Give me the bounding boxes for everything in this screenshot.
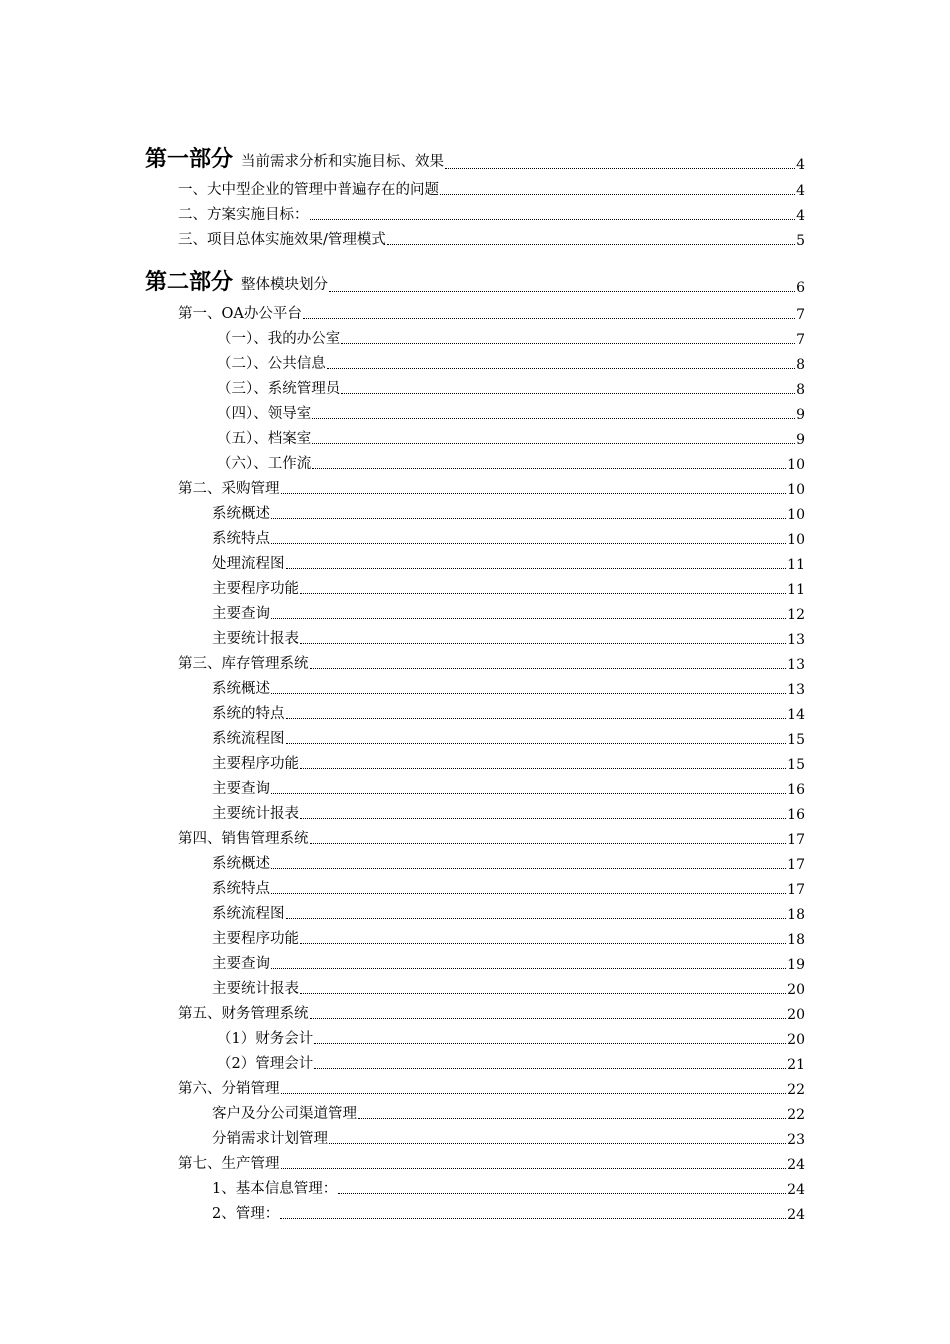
- toc-page-number: 18: [787, 932, 805, 948]
- toc-entry[interactable]: [178, 477, 805, 498]
- toc-page-number: 4: [796, 208, 805, 224]
- toc-entry-title: 系统概述: [212, 681, 270, 697]
- toc-entry[interactable]: [212, 1177, 805, 1198]
- toc-dot-leader: [300, 818, 786, 819]
- toc-page-number: 6: [796, 280, 805, 296]
- toc-entry[interactable]: [178, 1152, 805, 1173]
- toc-entry[interactable]: [212, 527, 805, 548]
- toc-page-number: 23: [787, 1132, 805, 1148]
- toc-entry[interactable]: [212, 952, 805, 973]
- toc-dot-leader: [312, 418, 795, 419]
- toc-dot-leader: [300, 993, 786, 994]
- toc-page-number: 4: [796, 183, 805, 199]
- toc-entry-title: 第一、OA办公平台: [178, 306, 302, 322]
- toc-dot-leader: [300, 768, 786, 769]
- toc-entry-title: 分销需求计划管理: [212, 1131, 328, 1147]
- toc-page-number: 20: [787, 982, 805, 998]
- toc-entry-title: 2、管理：: [212, 1206, 280, 1222]
- toc-entry[interactable]: [212, 602, 805, 623]
- toc-dot-leader: [271, 793, 786, 794]
- toc-part-number: 第一部分: [145, 147, 234, 172]
- toc-page-number: 24: [787, 1207, 805, 1223]
- toc-dot-leader: [271, 968, 786, 969]
- toc-page-number: 8: [796, 382, 805, 398]
- toc-page-number: 22: [787, 1107, 805, 1123]
- toc-entry[interactable]: [178, 827, 805, 848]
- toc-dot-leader: [341, 343, 795, 344]
- toc-entry[interactable]: [212, 877, 805, 898]
- toc-dot-leader: [281, 1093, 787, 1094]
- toc-entry-title: （二）、公共信息: [217, 356, 326, 372]
- toc-page-number: 17: [787, 832, 805, 848]
- toc-dot-leader: [281, 493, 787, 494]
- toc-page-number: 22: [787, 1082, 805, 1098]
- toc-entry[interactable]: [212, 802, 805, 823]
- toc-dot-leader: [271, 893, 786, 894]
- toc-part-subtitle: 当前需求分析和实施目标、效果: [241, 154, 445, 170]
- toc-page-number: 15: [787, 732, 805, 748]
- toc-dot-leader: [327, 368, 795, 369]
- toc-entry[interactable]: [217, 327, 805, 348]
- toc-entry[interactable]: [178, 203, 805, 224]
- toc-entry[interactable]: [212, 702, 805, 723]
- toc-dot-leader: [300, 643, 786, 644]
- toc-entry[interactable]: [212, 552, 805, 573]
- toc-entry[interactable]: [212, 902, 805, 923]
- toc-entry-title: 主要查询: [212, 956, 270, 972]
- toc-entry-title: 第七、生产管理: [178, 1156, 280, 1172]
- toc-entry-title: （1）财务会计: [217, 1031, 314, 1047]
- toc-dot-leader: [286, 918, 787, 919]
- toc-dot-leader: [303, 318, 795, 319]
- toc-entry[interactable]: [217, 402, 805, 423]
- toc-part-entry[interactable]: [145, 265, 805, 296]
- toc-dot-leader: [286, 743, 787, 744]
- toc-entry-title: 第五、财务管理系统: [178, 1006, 309, 1022]
- toc-part-entry[interactable]: [145, 142, 805, 173]
- toc-dot-leader: [271, 693, 786, 694]
- toc-entry[interactable]: [178, 1002, 805, 1023]
- toc-dot-leader: [286, 718, 787, 719]
- toc-dot-leader: [271, 543, 786, 544]
- toc-entry-title: 主要程序功能: [212, 756, 299, 772]
- toc-entry[interactable]: [212, 752, 805, 773]
- toc-dot-leader: [300, 593, 786, 594]
- toc-entry-title: 主要查询: [212, 606, 270, 622]
- toc-part-subtitle: 整体模块划分: [241, 277, 329, 293]
- toc-page-number: 18: [787, 907, 805, 923]
- toc-dot-leader: [271, 518, 786, 519]
- toc-page-number: 10: [787, 507, 805, 523]
- toc-page-number: 11: [787, 582, 805, 598]
- toc-dot-leader: [300, 943, 786, 944]
- toc-entry[interactable]: [212, 502, 805, 523]
- toc-dot-leader: [271, 868, 786, 869]
- toc-page-number: 20: [787, 1032, 805, 1048]
- toc-entry-title: （六）、工作流: [217, 456, 312, 472]
- toc-entry-title: 主要统计报表: [212, 981, 299, 997]
- toc-entry-title: 第六、分销管理: [178, 1081, 280, 1097]
- toc-entry-title: 系统特点: [212, 531, 270, 547]
- toc-entry[interactable]: [212, 927, 805, 948]
- toc-entry[interactable]: [217, 427, 805, 448]
- toc-page-number: 19: [787, 957, 805, 973]
- toc-entry[interactable]: [212, 1127, 805, 1148]
- toc-entry[interactable]: [178, 228, 805, 249]
- toc-page-number: 12: [787, 607, 805, 623]
- toc-entry-title: 主要查询: [212, 781, 270, 797]
- toc-page-number: 13: [787, 657, 805, 673]
- toc-entry-title: 一、大中型企业的管理中普遍存在的问题: [178, 182, 439, 198]
- toc-entry-title: 主要统计报表: [212, 806, 299, 822]
- toc-entry[interactable]: [212, 677, 805, 698]
- toc-page-number: 15: [787, 757, 805, 773]
- toc-entry[interactable]: [178, 178, 805, 199]
- toc-entry[interactable]: [212, 777, 805, 798]
- toc-entry[interactable]: [178, 1077, 805, 1098]
- toc-dot-leader: [310, 668, 787, 669]
- toc-entry-title: 系统流程图: [212, 731, 285, 747]
- toc-entry-title: 二、方案实施目标：: [178, 207, 309, 223]
- toc-entry[interactable]: [217, 352, 805, 373]
- toc-dot-leader: [440, 194, 795, 195]
- toc-dot-leader: [310, 219, 796, 220]
- toc-page-number: 10: [787, 532, 805, 548]
- toc-part-title: [145, 265, 328, 296]
- toc-entry-title: 主要程序功能: [212, 931, 299, 947]
- toc-entry-title: 主要程序功能: [212, 581, 299, 597]
- toc-entry[interactable]: [212, 727, 805, 748]
- toc-page-number: 17: [787, 857, 805, 873]
- toc-page-number: 4: [796, 157, 805, 173]
- toc-dot-leader: [387, 244, 795, 245]
- toc-entry[interactable]: [217, 1027, 805, 1048]
- toc-page-number: 14: [787, 707, 805, 723]
- toc-part-title: [145, 142, 444, 173]
- toc-page-number: 13: [787, 632, 805, 648]
- toc-entry-title: （五）、档案室: [217, 431, 312, 447]
- toc-dot-leader: [314, 1043, 786, 1044]
- toc-dot-leader: [341, 393, 795, 394]
- toc-entry-title: 系统概述: [212, 856, 270, 872]
- toc-page-number: 9: [796, 407, 805, 423]
- toc-dot-leader: [280, 1218, 786, 1219]
- toc-entry-title: （2）管理会计: [217, 1056, 314, 1072]
- toc-entry-title: 三、项目总体实施效果/管理模式: [178, 232, 386, 248]
- toc-entry[interactable]: [212, 627, 805, 648]
- toc-entry-title: 第三、库存管理系统: [178, 656, 309, 672]
- toc-page-number: 8: [796, 357, 805, 373]
- toc-entry-title: 系统的特点: [212, 706, 285, 722]
- toc-dot-leader: [312, 443, 795, 444]
- toc-page-number: 16: [787, 782, 805, 798]
- toc-entry-title: 1、基本信息管理：: [212, 1181, 338, 1197]
- toc-dot-leader: [314, 1068, 786, 1069]
- toc-page-number: 13: [787, 682, 805, 698]
- toc-page-number: 24: [787, 1157, 805, 1173]
- toc-dot-leader: [445, 168, 795, 169]
- toc-entry[interactable]: [212, 1102, 805, 1123]
- toc-entry[interactable]: [217, 377, 805, 398]
- toc-dot-leader: [281, 1168, 787, 1169]
- toc-entry[interactable]: [212, 852, 805, 873]
- toc-entry-title: 客户及分公司渠道管理: [212, 1106, 357, 1122]
- toc-entry[interactable]: [217, 1052, 805, 1073]
- toc-entry[interactable]: [212, 977, 805, 998]
- toc-dot-leader: [310, 843, 787, 844]
- toc-entry[interactable]: [178, 302, 805, 323]
- toc-entry[interactable]: [212, 577, 805, 598]
- toc-entry-title: 第二、采购管理: [178, 481, 280, 497]
- toc-dot-leader: [329, 291, 795, 292]
- toc-page-number: 20: [787, 1007, 805, 1023]
- toc-entry[interactable]: [217, 452, 805, 473]
- toc-dot-leader: [271, 618, 786, 619]
- toc-page-number: 9: [796, 432, 805, 448]
- toc-entry-title: 系统特点: [212, 881, 270, 897]
- toc-page-number: 10: [787, 457, 805, 473]
- toc-page-number: 24: [787, 1182, 805, 1198]
- toc-dot-leader: [358, 1118, 786, 1119]
- toc-entry-title: 系统概述: [212, 506, 270, 522]
- toc-dot-leader: [310, 1018, 787, 1019]
- toc-page-number: 17: [787, 882, 805, 898]
- toc-entry-title: （一）、我的办公室: [217, 331, 341, 347]
- toc-page-number: 11: [787, 557, 805, 573]
- toc-entry-title: 第四、销售管理系统: [178, 831, 309, 847]
- toc-page-number: 7: [796, 332, 805, 348]
- toc-entry[interactable]: [212, 1202, 805, 1223]
- toc-page-number: 21: [787, 1057, 805, 1073]
- toc-page-number: 5: [796, 233, 805, 249]
- toc-dot-leader: [338, 1193, 786, 1194]
- toc-dot-leader: [286, 568, 787, 569]
- toc-entry-title: 系统流程图: [212, 906, 285, 922]
- toc-entry[interactable]: [178, 652, 805, 673]
- toc-page-number: 10: [787, 482, 805, 498]
- toc-dot-leader: [329, 1143, 786, 1144]
- toc-entry-title: 主要统计报表: [212, 631, 299, 647]
- toc-dot-leader: [312, 468, 786, 469]
- toc-entry-title: 处理流程图: [212, 556, 285, 572]
- toc-page-number: 7: [796, 307, 805, 323]
- toc-part-number: 第二部分: [145, 270, 234, 295]
- toc-page-number: 16: [787, 807, 805, 823]
- toc-entry-title: （三）、系统管理员: [217, 381, 341, 397]
- toc-entry-title: （四）、领导室: [217, 406, 312, 422]
